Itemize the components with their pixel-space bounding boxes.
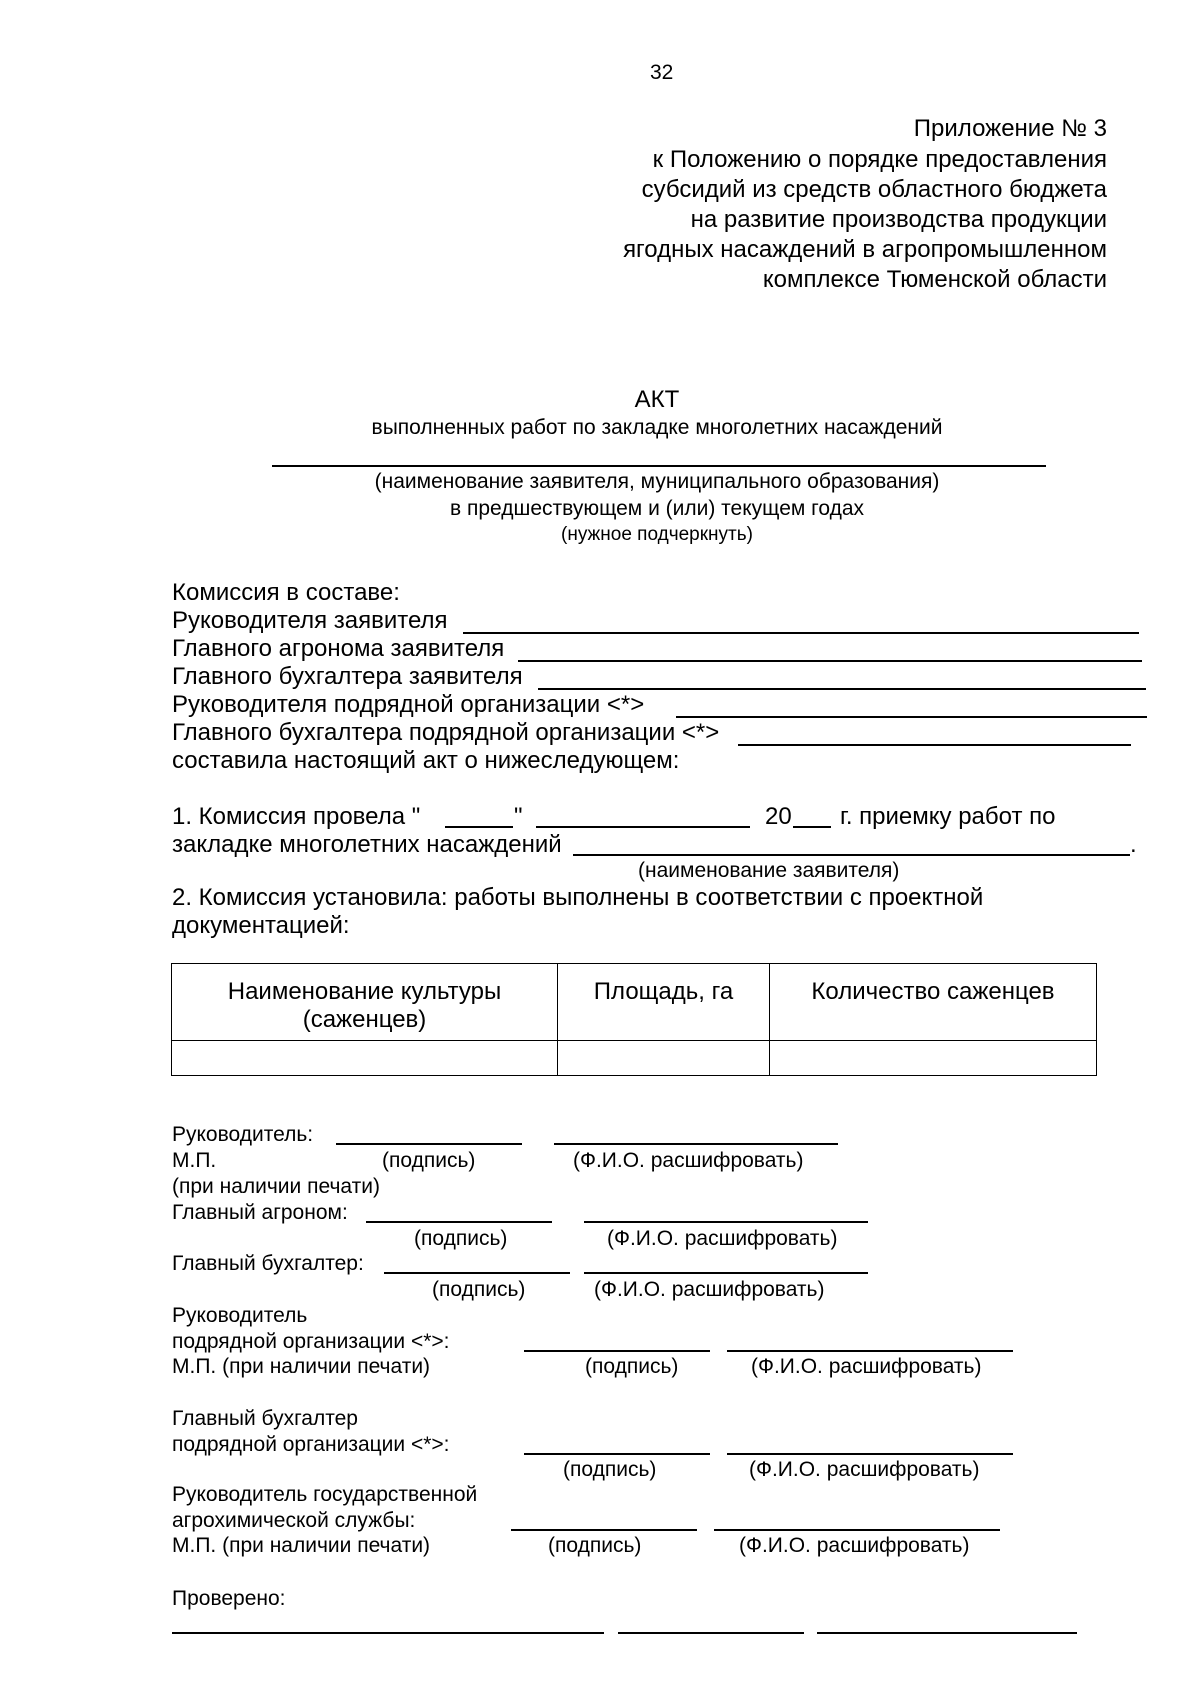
appendix-line: комплексе Тюменской области (762, 266, 1107, 293)
sig-contractor-head-sign-hint: (подпись) (585, 1355, 679, 1378)
table-cell-crop[interactable] (172, 1041, 558, 1076)
sig-contractor-acc-sign-hint: (подпись) (563, 1458, 657, 1481)
sig-contractor-head-l1: Руководитель (172, 1304, 308, 1327)
applicant-hint: (наименование заявителя, муниципального образования) (374, 470, 940, 493)
commission-closing: составила настоящий акт о нижеследующем: (172, 747, 680, 774)
underline-hint: (нужное подчеркнуть) (561, 524, 753, 545)
sig-head-label: Руководитель: (172, 1123, 314, 1146)
day-field[interactable] (445, 826, 513, 828)
sig-agronomist-sign-hint: (подпись) (414, 1227, 508, 1250)
sig-mp-hint: (при наличии печати) (172, 1175, 380, 1198)
appendix-line: ягодных насаждений в агропромышленном (623, 236, 1107, 263)
item1-hint: (наименование заявителя) (638, 859, 900, 882)
member-contractor-acc-line[interactable] (738, 744, 1131, 746)
checked-line-3[interactable] (817, 1632, 1077, 1634)
sig-agrochem-name-line[interactable] (714, 1529, 1000, 1531)
member-agronomist-label: Главного агронома заявителя (172, 635, 505, 662)
sig-agrochem-sign-line[interactable] (511, 1529, 697, 1531)
item1-text-b: г. приемку работ по (840, 803, 1056, 830)
sig-contractor-acc-l2: подрядной организации <*>: (172, 1433, 450, 1456)
item1-line2: закладке многолетних насаждений (172, 831, 562, 858)
sig-contractor-head-l2: подрядной организации <*>: (172, 1330, 450, 1353)
checked-label: Проверено: (172, 1587, 286, 1610)
member-head-line[interactable] (463, 632, 1139, 634)
sig-agronomist-name-hint: (Ф.И.О. расшифровать) (607, 1227, 838, 1250)
year-field[interactable] (793, 826, 831, 828)
member-contractor-head-label: Руководителя подрядной организации <*> (172, 691, 645, 718)
sig-contractor-acc-name-line[interactable] (727, 1453, 1013, 1455)
sig-accountant-name-line[interactable] (584, 1272, 868, 1274)
table-cell-count[interactable] (770, 1041, 1097, 1076)
member-contractor-head-line[interactable] (676, 716, 1147, 718)
sig-head-sign-hint: (подпись) (382, 1149, 476, 1172)
item2-line1: 2. Комиссия установила: работы выполнены в соответствии с проектной (172, 884, 984, 911)
act-subtitle: выполненных работ по закладке многолетних насаждений (371, 416, 943, 439)
table-header-crop: Наименование культуры (саженцев) (172, 964, 558, 1041)
member-contractor-acc-label: Главного бухгалтера подрядной организации <*> (172, 719, 720, 746)
sig-accountant-sign-line[interactable] (384, 1272, 570, 1274)
appendix-line: субсидий из средств областного бюджета (641, 176, 1107, 203)
member-accountant-label: Главного бухгалтера заявителя (172, 663, 523, 690)
sig-contractor-head-mp: М.П. (при наличии печати) (172, 1355, 431, 1378)
sig-agronomist-sign-line[interactable] (366, 1221, 552, 1223)
sig-agrochem-l2: агрохимической службы: (172, 1509, 416, 1532)
sig-contractor-head-name-line[interactable] (727, 1350, 1013, 1352)
applicant-field[interactable] (573, 854, 1130, 856)
item1-year-prefix: 20 (765, 803, 792, 830)
page-number: 32 (650, 61, 674, 84)
checked-line-1[interactable] (172, 1632, 604, 1634)
sig-accountant-name-hint: (Ф.И.О. расшифровать) (594, 1278, 825, 1301)
sig-contractor-head-name-hint: (Ф.И.О. расшифровать) (751, 1355, 982, 1378)
item1-period: . (1130, 831, 1137, 858)
table-cell-area[interactable] (558, 1041, 770, 1076)
sig-agrochem-name-hint: (Ф.И.О. расшифровать) (739, 1534, 970, 1557)
sig-head-sign-line[interactable] (336, 1143, 522, 1145)
sig-agrochem-sign-hint: (подпись) (548, 1534, 642, 1557)
sig-accountant-label: Главный бухгалтер: (172, 1252, 364, 1275)
sig-contractor-acc-name-hint: (Ф.И.О. расшифровать) (749, 1458, 980, 1481)
years-line: в предшествующем и (или) текущем годах (449, 497, 865, 520)
appendix-line: на развитие производства продукции (690, 206, 1107, 233)
sig-contractor-acc-sign-line[interactable] (524, 1453, 710, 1455)
member-agronomist-line[interactable] (518, 660, 1142, 662)
sig-mp: М.П. (172, 1149, 217, 1172)
month-field[interactable] (536, 826, 750, 828)
crops-table (171, 963, 1097, 1076)
sig-agrochem-l1: Руководитель государственной (172, 1483, 478, 1506)
appendix-line: к Положению о порядке предоставления (652, 146, 1107, 173)
item1-quote: " (514, 803, 523, 830)
act-title: АКТ (634, 386, 680, 413)
sig-agronomist-label: Главный агроном: (172, 1201, 348, 1224)
commission-intro: Комиссия в составе: (172, 579, 400, 606)
member-accountant-line[interactable] (538, 688, 1146, 690)
item2-line2: документацией: (172, 912, 350, 939)
member-head-label: Руководителя заявителя (172, 607, 448, 634)
sig-accountant-sign-hint: (подпись) (432, 1278, 526, 1301)
table-row (172, 1041, 1097, 1076)
sig-contractor-acc-l1: Главный бухгалтер (172, 1407, 358, 1430)
checked-line-2[interactable] (618, 1632, 804, 1634)
table-header-area: Площадь, га (558, 964, 770, 1041)
item1-text: 1. Комиссия провела " (172, 803, 421, 830)
applicant-name-line[interactable] (272, 465, 1046, 467)
sig-head-name-line[interactable] (554, 1143, 838, 1145)
appendix-title: Приложение № 3 (913, 115, 1107, 142)
sig-contractor-head-sign-line[interactable] (524, 1350, 710, 1352)
sig-agrochem-mp: М.П. (при наличии печати) (172, 1534, 431, 1557)
sig-agronomist-name-line[interactable] (584, 1221, 868, 1223)
table-header-count: Количество саженцев (770, 964, 1097, 1041)
sig-head-name-hint: (Ф.И.О. расшифровать) (573, 1149, 804, 1172)
